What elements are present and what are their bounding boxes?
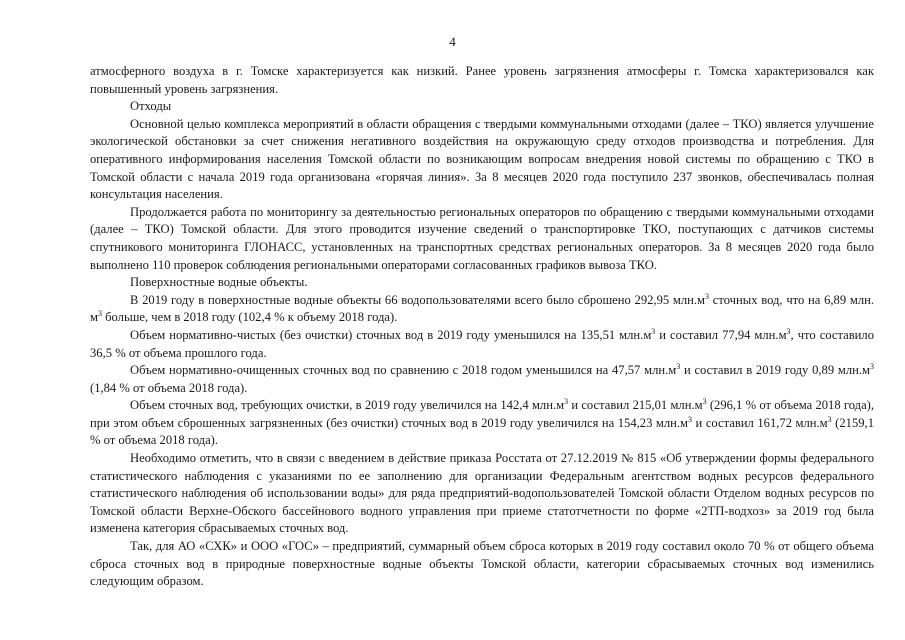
text-run: и составил 77,94 млн.м <box>655 327 787 342</box>
paragraph <box>90 204 874 274</box>
superscript: 3 <box>702 397 707 407</box>
superscript: 3 <box>827 414 832 424</box>
text-run: Объем нормативно-очищенных сточных вод по сравнению с 2018 годом уменьшился на 47,57 млн.м <box>130 363 677 378</box>
text-run: Основной целью комплекса мероприятий в области обращения с твердыми коммунальными отходами (далее – ТКО) является улучшение экологической обстановки за счет снижения негативного воздействия на окружающую среду отходов производства и потребления. Для оперативного информирования населения Томской области по возникающим вопросам внедрения новой системы по обращению с ТКО в Томской области с начала 2019 года организована «горячая линия». За 8 месяцев 2020 года поступило 237 звонков, обеспечивалась полная консультация населения. <box>90 116 874 202</box>
superscript: 3 <box>676 362 681 372</box>
text-run: , что составило 36,5 % от объема прошлого года. <box>90 327 874 360</box>
text-run: и составил 215,01 млн.м <box>568 398 703 413</box>
text-run: Объем нормативно-чистых (без очистки) сточных вод в 2019 году уменьшился на 135,51 млн.м <box>130 327 652 342</box>
text-run: Отходы <box>130 99 172 114</box>
superscript: 3 <box>97 309 102 319</box>
text-run: атмосферного воздуха в г. Томске характеризуется как низкий. Ранее уровень загрязнения атмосферы г. Томска характеризовался как повышенный уровень загрязнения. <box>90 64 874 96</box>
text-run: и составил в 2019 году 0,89 млн.м <box>680 363 870 378</box>
text-run: и составил 161,72 млн.м <box>692 415 828 430</box>
paragraph <box>90 538 874 591</box>
superscript: 3 <box>870 362 874 372</box>
superscript: 3 <box>651 326 656 336</box>
text-run: В 2019 году в поверхностные водные объекты 66 водопользователями всего было сброшено 292,95 млн.м <box>130 292 706 307</box>
text-run: (2159,1 % от объема 2018 года). <box>90 415 874 448</box>
text-run: Поверхностные водные объекты. <box>130 275 308 290</box>
document-body <box>90 63 874 591</box>
paragraph <box>90 397 874 450</box>
text-run: Необходимо отметить, что в связи с введением в действие приказа Росстата от 27.12.2019 № 815 «Об утверждении формы федерального статистического наблюдения с указаниями по ее заполнению для организации Федеральным агентством водных ресурсов федерального статистического наблюдения об использовании воды» для ряда предприятий-водопользователей Томской области Отделом водных ресурсов по Томской области Верхне-Обского бассейнового водного управления при приеме статотчетности по форме «2ТП-водхоз» за 2019 год была изменена категория сбрасываемых сточных вод. <box>90 451 874 536</box>
text-run: Объем сточных вод, требующих очистки, в 2019 году увеличился на 142,4 млн.м <box>130 398 565 413</box>
superscript: 3 <box>688 414 693 424</box>
superscript: 3 <box>786 326 791 336</box>
page-number: 4 <box>449 34 456 49</box>
text-run: Так, для АО «СХК» и ООО «ГОС» – предприятий, суммарный объем сброса которых в 2019 году составил около 70 % от общего объема сброса сточных вод в природные поверхностные водные объекты Томской области, категории сбрасываемых сточных вод изменились следующим образом. <box>90 539 874 589</box>
text-run: (296,1 % от объема 2018 года), при этом объем сброшенных загрязненных (без очистки) сточных вод в 2019 году увеличился на 154,23 млн.м <box>90 398 875 430</box>
paragraph <box>90 274 874 292</box>
superscript: 3 <box>564 397 569 407</box>
text-run: (1,84 % от объема 2018 года). <box>90 380 248 395</box>
paragraph <box>90 116 874 204</box>
superscript: 3 <box>705 291 710 301</box>
paragraph <box>90 327 874 362</box>
paragraph <box>90 292 874 327</box>
text-run: Продолжается работа по мониторингу за деятельностью региональных операторов по обращению с твердыми коммунальными отходами (далее – ТКО) Томской области. Для этого проводится изучение сведений о транспортировке ТКО, поступающих с датчиков системы спутникового мониторинга ГЛОНАСС, установленных на транспортных средствах региональных операторов. За 8 месяцев 2020 года было выполнено 110 проверок соблюдения региональными операторами согласованных графиков вывоза ТКО. <box>90 204 874 272</box>
text-run: сточных вод, что на 6,89 млн. м <box>90 292 874 325</box>
paragraph <box>90 450 874 538</box>
paragraph <box>90 98 874 116</box>
text-run: больше, чем в 2018 году (102,4 % к объему 2018 года). <box>101 310 398 325</box>
paragraph <box>90 63 874 98</box>
paragraph <box>90 362 874 397</box>
